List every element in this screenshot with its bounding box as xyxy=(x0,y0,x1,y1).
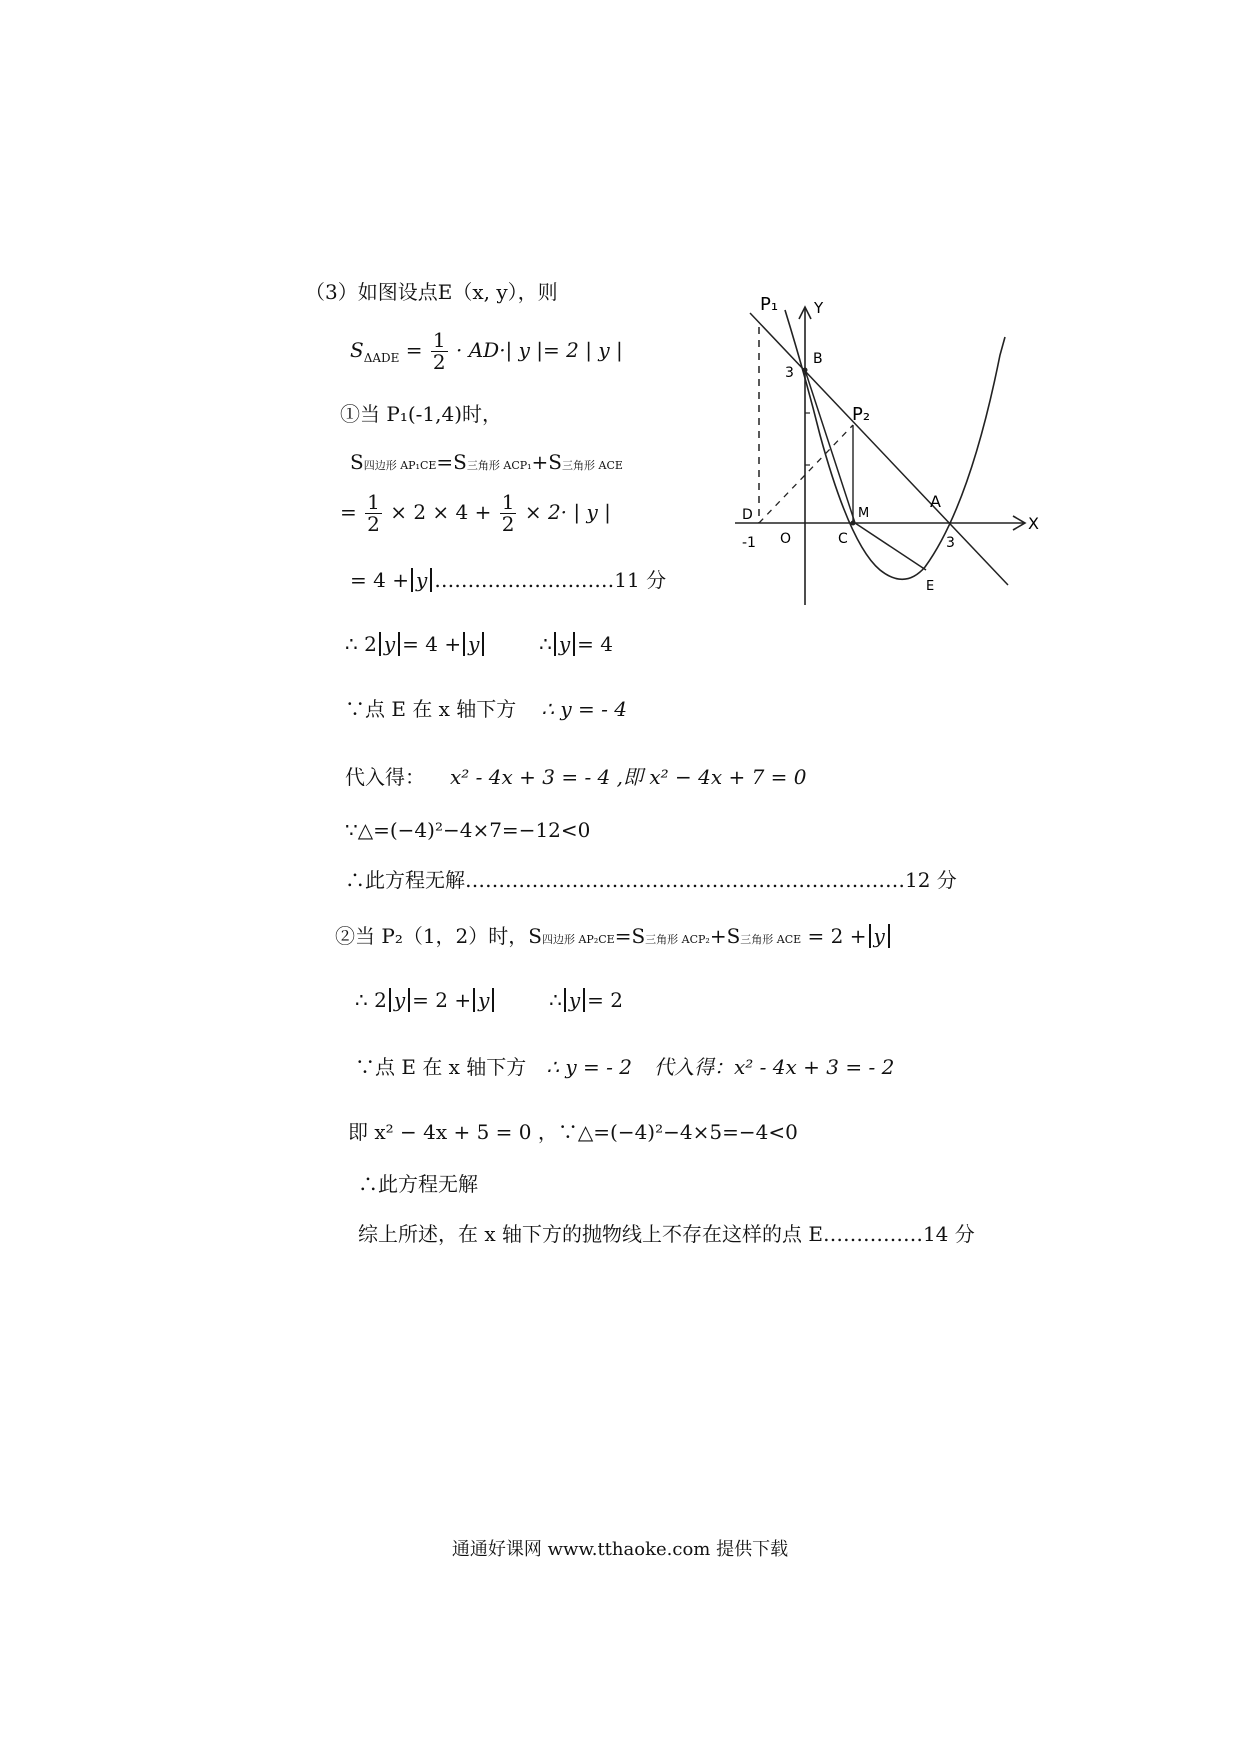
label-neg1: -1 xyxy=(742,535,756,551)
case1-heading: ①当 P₁(-1,4)时， xyxy=(340,402,503,426)
area-rest: · AD·| y |= 2 | y | xyxy=(456,338,623,362)
label-c: C xyxy=(838,531,848,547)
area-symbol: S xyxy=(350,338,364,362)
label-p2: P₂ xyxy=(852,404,871,425)
case2-heading-line: ②当 P₂（1，2）时，S四边形 AP₂CE=S三角形 ACP₂+S三角形 ACE = 2 + y xyxy=(335,924,892,948)
case1-calc: = $\frac{1}{2}$ × 2 × 4 + $\frac{1}{2}$ × 2· | y | xyxy=(340,490,611,536)
area-ade-formula xyxy=(350,330,623,373)
case1-result: = 4 + y ………………………11 分 xyxy=(350,568,667,592)
label-3-x: 3 xyxy=(946,535,955,551)
half-fraction-b: $\frac{1}{2}$ xyxy=(501,490,515,536)
case1-area-decomp: S四边形 AP₁CE=S三角形 ACP₁+S三角形 ACE xyxy=(350,450,623,474)
case2-equation: 即 x² − 4x + 5 = 0 ，∵△=(−4)²−4×5=−4<0 xyxy=(348,1120,798,1144)
line-b-c xyxy=(805,370,855,523)
case2-therefore-abs: ∴ 2 y = 2 + y ∴ y = 2 xyxy=(355,988,624,1012)
label-o: O xyxy=(780,531,792,547)
conclusion: 综上所述，在 x 轴下方的抛物线上不存在这样的点 E……………14 分 xyxy=(358,1222,975,1246)
line-c-e xyxy=(855,523,926,570)
label-d: D xyxy=(742,507,753,523)
label-y: Y xyxy=(814,299,824,317)
case2-no-solution: ∴此方程无解 xyxy=(358,1172,478,1196)
abs-y: y xyxy=(411,568,432,592)
label-3-y: 3 xyxy=(785,365,794,381)
label-e: E xyxy=(926,579,935,594)
area-subscript: ΔADE xyxy=(363,351,400,365)
label-p1: P₁ xyxy=(760,294,779,315)
case1-delta: ∵△=(−4)²−4×7=−12<0 xyxy=(345,818,591,842)
parabola-figure xyxy=(730,285,1050,615)
label-m: M xyxy=(858,506,870,521)
area-eq: = xyxy=(405,338,423,362)
label-b: B xyxy=(813,351,823,367)
label-a: A xyxy=(930,492,941,511)
case1-below-x-axis: ∵点 E 在 x 轴下方 ∴ y = - 4 xyxy=(345,697,628,721)
case1-substitute: 代入得： x² - 4x + 3 = - 4 ,即 x² − 4x + 7 = 0 xyxy=(345,765,807,789)
case1-no-solution: ∴此方程无解…………………………………………………………12 分 xyxy=(345,868,957,892)
case2-below-x-axis: ∵点 E 在 x 轴下方 ∴ y = - 2 代入得：x² - 4x + 3 = - 2 xyxy=(355,1055,895,1079)
case1-therefore-abs: ∴ 2 y = 4 + y ∴ y = 4 xyxy=(345,632,614,656)
part3-intro: （3）如图设点E（x, y），则 xyxy=(305,280,558,304)
half-fraction-a: $\frac{1}{2}$ xyxy=(367,490,380,536)
footer-source: 通通好课网 www.tthaoke.com 提供下载 xyxy=(451,1539,789,1560)
label-x: X xyxy=(1028,514,1039,533)
half-fraction: $\frac{1}{2}$ xyxy=(432,328,446,374)
